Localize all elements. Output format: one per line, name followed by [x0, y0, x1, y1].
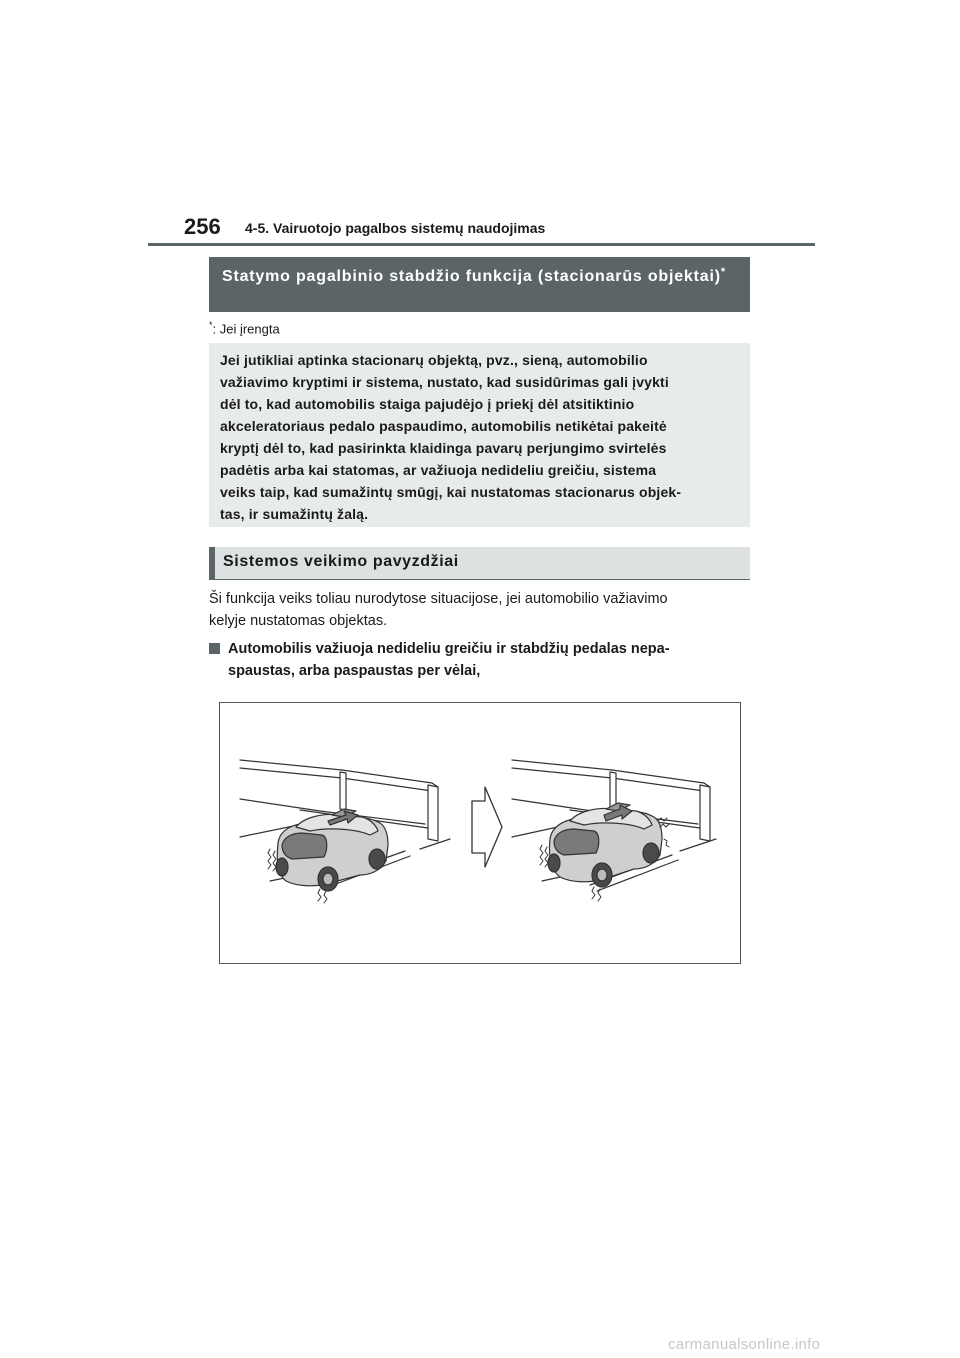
intro-line: Ši funkcija veiks toliau nurodytose situacijose, jei automobilio važiavimo	[209, 591, 668, 607]
bullet-line	[209, 638, 750, 660]
examples-heading	[209, 547, 750, 580]
parking-assist-illustration	[220, 703, 742, 965]
info-line: padėtis arba kai statomas, ar važiuoja nedideliu greičiu, sistema	[220, 462, 657, 478]
info-line: kryptį dėl to, kad pasirinkta klaidinga pavarų perjungimo svirtelės	[220, 440, 667, 456]
site-watermark: carmanualsonline.info	[668, 1336, 821, 1353]
examples-heading-text: Sistemos veikimo pavyzdžiai	[223, 553, 459, 570]
info-line: veiks taip, kad sumažintų smūgį, kai nustatomas stacionarus objek-	[220, 484, 682, 500]
chapter-title: 4-5. Vairuotojo pagalbos sistemų naudojimas	[245, 220, 546, 236]
section-title-mark: *	[720, 266, 726, 278]
heading-accent-bar	[209, 547, 215, 579]
info-line: Jei jutikliai aptinka stacionarų objektą, pvz., sieną, automobilio	[220, 352, 648, 368]
info-line: važiavimo kryptimi ir sistema, nustato, kad susidūrimas gali įvykti	[220, 374, 669, 390]
bullet-continuation: spaustas, arba paspaustas per vėlai,	[228, 663, 481, 679]
intro-line: kelyje nustatomas objektas.	[209, 613, 388, 629]
info-line: dėl to, kad automobilis staiga pajudėjo į priekį dėl atsitiktinio	[220, 396, 635, 412]
arrow-right-icon	[472, 787, 502, 867]
info-line: tas, ir sumažintų žalą.	[220, 506, 369, 522]
bullet-item	[209, 638, 750, 682]
bullet-text: Automobilis važiuoja nedideliu greičiu ir stabdžių pedalas nepa-	[228, 641, 670, 657]
square-bullet-icon	[209, 643, 220, 654]
examples-intro	[209, 588, 750, 632]
footnote	[209, 320, 280, 336]
footnote-text: : Jei įrengta	[212, 321, 280, 337]
footnote-mark: *	[209, 320, 213, 330]
info-box	[209, 343, 750, 527]
section-title: Statymo pagalbinio stabdžio funkcija (stacionarūs objektai)	[222, 268, 721, 285]
header-divider	[148, 243, 815, 246]
page-number: 256	[184, 214, 221, 239]
illustration-figure	[219, 702, 741, 964]
info-line: akceleratoriaus pedalo paspaudimo, automobilis netikėtai pakeitė	[220, 418, 667, 434]
section-heading	[209, 257, 750, 312]
